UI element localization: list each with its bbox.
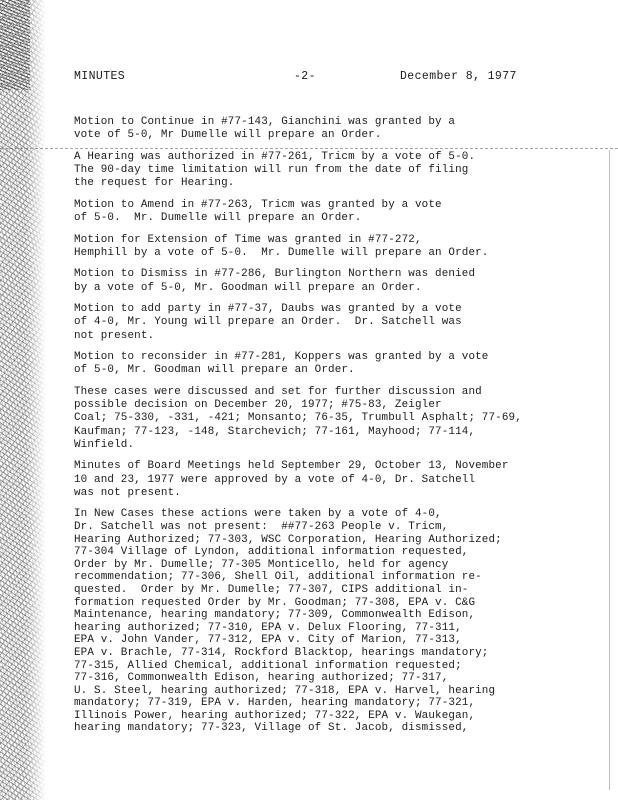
page-header [74, 70, 574, 86]
paragraph-add-party: Motion to add party in #77-37, Daubs was granted by a vote of 4-0, Mr. Young will prepare an Order. Dr. Satchell was not present. [74, 303, 462, 342]
paragraph-motion-dismiss: Motion to Dismiss in #77-286, Burlington Northern was denied by a vote of 5-0, Mr. Goodman will prepare an Order. [74, 268, 476, 294]
paragraph-extension-time: Motion for Extension of Time was granted in #77-272, Hemphill by a vote of 5-0. Mr. Dumelle will prepare an Order. [74, 233, 489, 259]
header-title: MINUTES [74, 70, 126, 83]
paragraph-minutes-approved: Minutes of Board Meetings held September 29, October 13, November 10 and 23, 1977 were approved by a vote of 4-0, Dr. Satchell was not present. [74, 460, 509, 499]
paragraph-hearing-authorized: A Hearing was authorized in #77-261, Tricm by a vote of 5-0. The 90-day time limitation will run from the date of filing the request for Hearing. [74, 150, 476, 190]
paragraph-continue-motion: Motion to Continue in #77-143, Gianchini was granted by a vote of 5-0, Mr Dumelle will prepare an Order. [74, 116, 456, 142]
paragraph-cases-discussed: These cases were discussed and set for further discussion and possible decision on December 20, 1977; #75-83, Zeigler Coal; 75-330, -331, -421; Monsanto; 76-35, Trumbull Asphalt; 77-69, Kaufman; 77-123, -148, Starchevich; 77-161, Mayhood; 77-114, Winfield. [74, 385, 522, 451]
scan-corner-noise [0, 0, 30, 90]
scan-edge-noise [0, 0, 46, 800]
header-date: December 8, 1977 [400, 70, 517, 83]
paragraph-motion-amend: Motion to Amend in #77-263, Tricm was granted by a vote of 5-0. Mr. Dumelle will prepare an Order. [74, 198, 442, 224]
minutes-body [74, 116, 574, 743]
paragraph-new-cases: In New Cases these actions were taken by a vote of 4-0, Dr. Satchell was not present: ##77-263 People v. Tricm, Hearing Authorized; 77-303, WSC Corporation, Hearing Authorized; 77-304 Village of Lyndon, additional information requested, Order by Mr. Dumelle; 77-305 Monticello, held for agency recommendation; 77-306, Shell Oil, additional information re- quested. Order by Mr. Dumelle; 77-307, CIPS additional in- formation requested Order by Mr. Goodman; 77-308, EPA v. C&G Maintenance, hearing mandatory; 77-309, Commonwealth Edison, hearing authorized; 77-310, EPA v. Delux Flooring, 77-311, EPA v. John Vander, 77-312, EPA v. City of Marion, 77-313, EPA v. Brachle, 77-314, Rockford Blacktop, hearings mandatory; 77-315, Allied Chemical, additional information requested; 77-316, Commonwealth Edison, hearing authorized; 77-317, U. S. Steel, hearing authorized; 77-318, EPA v. Harvel, hearing mandatory; 77-319, EPA v. Harden, hearing mandatory; 77-321, Illinois Power, hearing authorized; 77-322, EPA v. Waukegan, hearing mandatory; 77-323, Village of St. Jacob, dismissed, [74, 508, 502, 735]
page-number: -2- [294, 70, 316, 83]
paragraph-reconsider: Motion to reconsider in #77-281, Koppers was granted by a vote of 5-0, Mr. Goodman will prepare an Order. [74, 351, 489, 377]
scan-right-rule [609, 150, 610, 790]
